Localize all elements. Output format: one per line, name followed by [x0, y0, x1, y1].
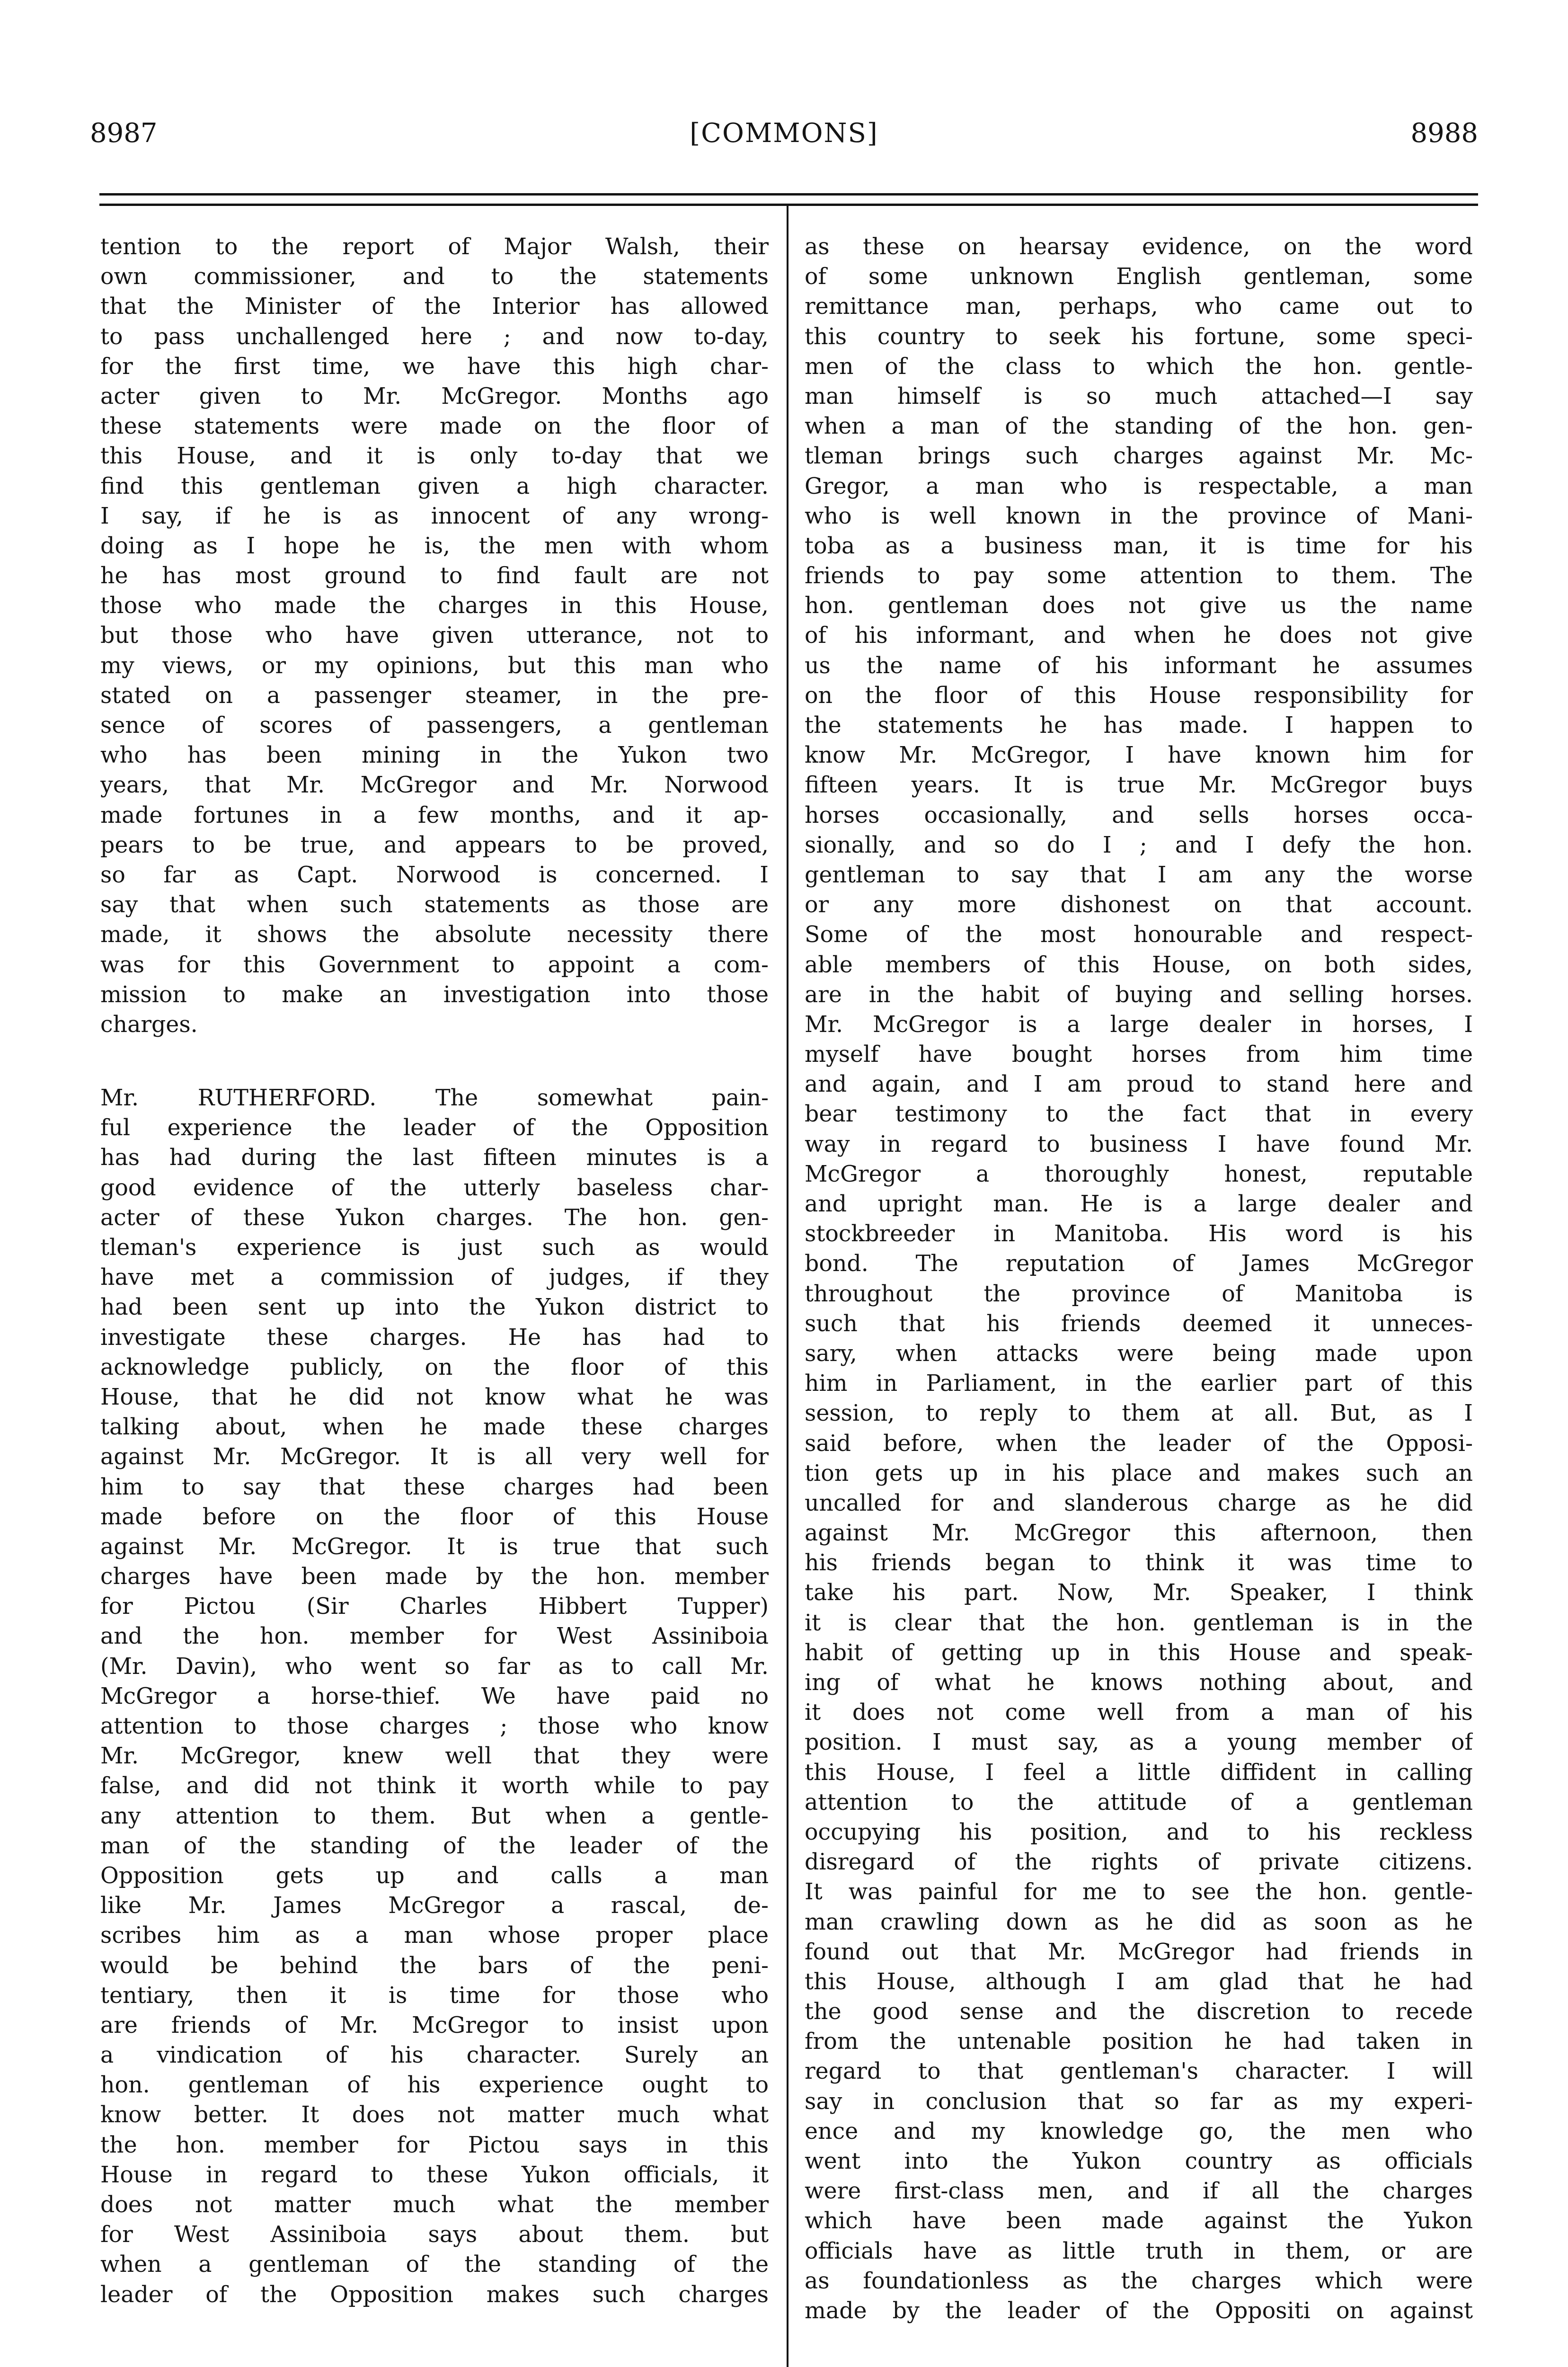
text-line: does not matter much what the member [100, 2192, 769, 2218]
text-line: had been sent up into the Yukon district to [100, 1294, 769, 1321]
text-line: for Pictou (Sir Charles Hibbert Tupper) [100, 1593, 769, 1620]
paragraph-gap [100, 1040, 769, 1083]
text-line: as these on hearsay evidence, on the word [805, 234, 1473, 260]
text-line: ful experience the leader of the Opposition [100, 1115, 769, 1141]
text-line: friends to pay some attention to them. The [805, 563, 1473, 589]
text-line: session, to reply to them at all. But, as I [805, 1400, 1473, 1427]
page-number-right: 8988 [1410, 118, 1478, 149]
text-line: those who made the charges in this House, [100, 593, 769, 619]
text-line: tion gets up in his place and makes such an [805, 1460, 1473, 1486]
text-line: this country to seek his fortune, some speci- [805, 323, 1473, 350]
text-line: are friends of Mr. McGregor to insist upon [100, 2012, 769, 2038]
text-line: when a man of the standing of the hon. gen- [805, 413, 1473, 440]
text-line: against Mr. McGregor. It is true that such [100, 1533, 769, 1560]
text-line: from the untenable position he had taken in [805, 2029, 1473, 2055]
text-line: good evidence of the utterly baseless char- [100, 1175, 769, 1201]
text-line: horses occasionally, and sells horses occa- [805, 802, 1473, 828]
text-line: acknowledge publicly, on the floor of this [100, 1354, 769, 1380]
text-line: tleman brings such charges against Mr. Mc- [805, 443, 1473, 470]
text-line: McGregor a horse-thief. We have paid no [100, 1683, 769, 1709]
text-line: attention to the attitude of a gentleman [805, 1789, 1473, 1815]
text-line: pears to be true, and appears to be proved, [100, 832, 769, 858]
text-line: and the hon. member for West Assiniboia [100, 1623, 769, 1650]
text-line: able members of this House, on both sides, [805, 952, 1473, 978]
text-line: take his part. Now, Mr. Speaker, I think [805, 1580, 1473, 1606]
text-line: who has been mining in the Yukon two [100, 742, 769, 769]
text-line: acter of these Yukon charges. The hon. gen- [100, 1204, 769, 1231]
text-line: say that when such statements as those are [100, 892, 769, 918]
text-line: Opposition gets up and calls a man [100, 1862, 769, 1889]
text-line: the good sense and the discretion to recede [805, 1999, 1473, 2025]
text-line: on the floor of this House responsibility for [805, 682, 1473, 709]
text-line: this House, and it is only to-day that we [100, 443, 769, 470]
text-line: were first-class men, and if all the charges [805, 2178, 1473, 2205]
text-line: doing as I hope he is, the men with whom [100, 533, 769, 559]
text-line: made before on the floor of this House [100, 1504, 769, 1530]
text-line: sionally, and so do I ; and I defy the hon. [805, 832, 1473, 858]
text-line: against Mr. McGregor. It is all very well for [100, 1444, 769, 1470]
text-line: find this gentleman given a high character. [100, 473, 769, 499]
text-line: I say, if he is as innocent of any wrong- [100, 503, 769, 529]
text-line: to pass unchallenged here ; and now to-day, [100, 323, 769, 350]
text-line: for West Assiniboia says about them. but [100, 2222, 769, 2248]
left-column [100, 232, 769, 2310]
column-divider [787, 204, 788, 2367]
page-title: [COMMONS] [690, 118, 878, 149]
page-number-left: 8987 [90, 118, 158, 149]
text-line: officials have as little truth in them, or are [805, 2238, 1473, 2264]
page-header [90, 110, 1478, 157]
text-line: charges. [100, 1011, 198, 1038]
text-line: tention to the report of Major Walsh, their [100, 234, 769, 260]
text-line: us the name of his informant he assumes [805, 652, 1473, 679]
text-line: this House, I feel a little diffident in calling [805, 1759, 1473, 1786]
text-line: tentiary, then it is time for those who [100, 1982, 769, 2009]
text-line: ence and my knowledge go, the men who [805, 2118, 1473, 2145]
text-line: it is clear that the hon. gentleman is in the [805, 1610, 1473, 1636]
text-line: man of the standing of the leader of the [100, 1833, 769, 1859]
text-line: position. I must say, as a young member of [805, 1729, 1473, 1756]
text-line: House, that he did not know what he was [100, 1384, 769, 1410]
text-line: habit of getting up in this House and speak- [805, 1639, 1473, 1666]
text-line: It was painful for me to see the hon. gentle- [805, 1879, 1473, 1905]
text-line: who is well known in the province of Mani- [805, 503, 1473, 529]
text-line: and upright man. He is a large dealer and [805, 1191, 1473, 1217]
text-line: fifteen years. It is true Mr. McGregor buys [805, 772, 1473, 799]
text-line: and again, and I am proud to stand here and [805, 1071, 1473, 1098]
text-line: sence of scores of passengers, a gentleman [100, 712, 769, 739]
text-line: him in Parliament, in the earlier part of this [805, 1370, 1473, 1397]
text-line: tleman's experience is just such as would [100, 1235, 769, 1261]
text-line: attention to those charges ; those who know [100, 1713, 769, 1739]
text-line: years, that Mr. McGregor and Mr. Norwood [100, 772, 769, 799]
text-line: was for this Government to appoint a com- [100, 952, 769, 978]
text-line: men of the class to which the hon. gentle- [805, 353, 1473, 380]
text-line: remittance man, perhaps, who came out to [805, 294, 1473, 320]
text-line: this House, although I am glad that he had [805, 1968, 1473, 1995]
text-line: made fortunes in a few months, and it ap- [100, 802, 769, 828]
header-rule-bottom [99, 204, 1478, 206]
text-line: ing of what he knows nothing about, and [805, 1670, 1473, 1696]
text-line: leader of the Opposition makes such charges [100, 2281, 769, 2308]
text-line: his friends began to think it was time to [805, 1550, 1473, 1576]
text-line: so far as Capt. Norwood is concerned. I [100, 862, 769, 888]
text-line: toba as a business man, it is time for his [805, 533, 1473, 559]
text-line: House in regard to these Yukon officials, it [100, 2162, 769, 2188]
text-line: of his informant, and when he does not give [805, 623, 1473, 649]
text-line: uncalled for and slanderous charge as he did [805, 1490, 1473, 1516]
text-line: against Mr. McGregor this afternoon, then [805, 1520, 1473, 1547]
text-line: any attention to them. But when a gentle- [100, 1803, 769, 1829]
text-line: disregard of the rights of private citizens. [805, 1849, 1473, 1876]
text-line: acter given to Mr. McGregor. Months ago [100, 383, 769, 409]
text-line: hon. gentleman of his experience ought to [100, 2072, 769, 2099]
text-line: made by the leader of the Oppositi on against [805, 2297, 1473, 2324]
text-line: mission to make an investigation into those [100, 981, 769, 1008]
text-line: Some of the most honourable and respect- [805, 922, 1473, 948]
text-line: these statements were made on the floor of [100, 413, 769, 440]
text-line: man himself is so much attached—I say [805, 383, 1473, 409]
text-line: false, and did not think it worth while to pay [100, 1773, 769, 1799]
header-rule-top [99, 193, 1478, 196]
text-line: my views, or my opinions, but this man who [100, 652, 769, 679]
text-line: (Mr. Davin), who went so far as to call Mr. [100, 1653, 769, 1680]
text-line: him to say that these charges had been [100, 1474, 769, 1500]
text-line: it does not come well from a man of his [805, 1700, 1473, 1726]
text-line: throughout the province of Manitoba is [805, 1281, 1473, 1307]
text-line: would be behind the bars of the peni- [100, 1952, 769, 1979]
text-line: for the first time, we have this high char- [100, 353, 769, 380]
text-line: he has most ground to find fault are not [100, 563, 769, 589]
text-line: as foundationless as the charges which were [805, 2268, 1473, 2294]
text-line: a vindication of his character. Surely an [100, 2042, 769, 2069]
text-line: Mr. McGregor, knew well that they were [100, 1743, 769, 1770]
text-line: found out that Mr. McGregor had friends in [805, 1939, 1473, 1965]
text-line: the statements he has made. I happen to [805, 712, 1473, 739]
text-line: know Mr. McGregor, I have known him for [805, 742, 1473, 769]
text-line: charges have been made by the hon. member [100, 1564, 769, 1590]
text-line: said before, when the leader of the Opposi- [805, 1430, 1473, 1457]
text-line: that the Minister of the Interior has allowed [100, 294, 769, 320]
right-column [805, 232, 1473, 2326]
text-line: stockbreeder in Manitoba. His word is his [805, 1221, 1473, 1247]
text-line: are in the habit of buying and selling horses. [805, 981, 1473, 1008]
text-line: sary, when attacks were being made upon [805, 1340, 1473, 1367]
text-line: Gregor, a man who is respectable, a man [805, 473, 1473, 499]
text-line: Mr. RUTHERFORD. The somewhat pain- [100, 1085, 769, 1112]
text-line: McGregor a thoroughly honest, reputable [805, 1161, 1473, 1187]
text-line: scribes him as a man whose proper place [100, 1922, 769, 1949]
text-line: occupying his position, and to his reckless [805, 1819, 1473, 1845]
text-line: of some unknown English gentleman, some [805, 264, 1473, 290]
text-line: stated on a passenger steamer, in the pre- [100, 682, 769, 709]
text-line: gentleman to say that I am any the worse [805, 862, 1473, 888]
text-line: has had during the last fifteen minutes is a [100, 1145, 769, 1171]
text-line: have met a commission of judges, if they [100, 1264, 769, 1291]
text-line: know better. It does not matter much what [100, 2102, 769, 2128]
text-line: like Mr. James McGregor a rascal, de- [100, 1893, 769, 1919]
text-line: hon. gentleman does not give us the name [805, 593, 1473, 619]
text-line: say in conclusion that so far as my experi- [805, 2088, 1473, 2115]
text-line: which have been made against the Yukon [805, 2208, 1473, 2234]
text-line: talking about, when he made these charges [100, 1414, 769, 1441]
text-line: myself have bought horses from him time [805, 1041, 1473, 1068]
text-line: investigate these charges. He has had to [100, 1324, 769, 1351]
text-line: own commissioner, and to the statements [100, 264, 769, 290]
text-line: the hon. member for Pictou says in this [100, 2132, 769, 2158]
text-line: Mr. McGregor is a large dealer in horses, I [805, 1011, 1473, 1038]
text-line: but those who have given utterance, not to [100, 623, 769, 649]
text-line: made, it shows the absolute necessity there [100, 922, 769, 948]
text-line: bond. The reputation of James McGregor [805, 1251, 1473, 1277]
text-line: such that his friends deemed it unneces- [805, 1310, 1473, 1337]
text-line: bear testimony to the fact that in every [805, 1101, 1473, 1128]
text-line: way in regard to business I have found Mr. [805, 1131, 1473, 1157]
text-line: or any more dishonest on that account. [805, 892, 1473, 918]
text-line: regard to that gentleman's character. I will [805, 2058, 1473, 2085]
text-line: man crawling down as he did as soon as he [805, 1909, 1473, 1935]
text-line: when a gentleman of the standing of the [100, 2251, 769, 2278]
text-line: went into the Yukon country as officials [805, 2148, 1473, 2174]
